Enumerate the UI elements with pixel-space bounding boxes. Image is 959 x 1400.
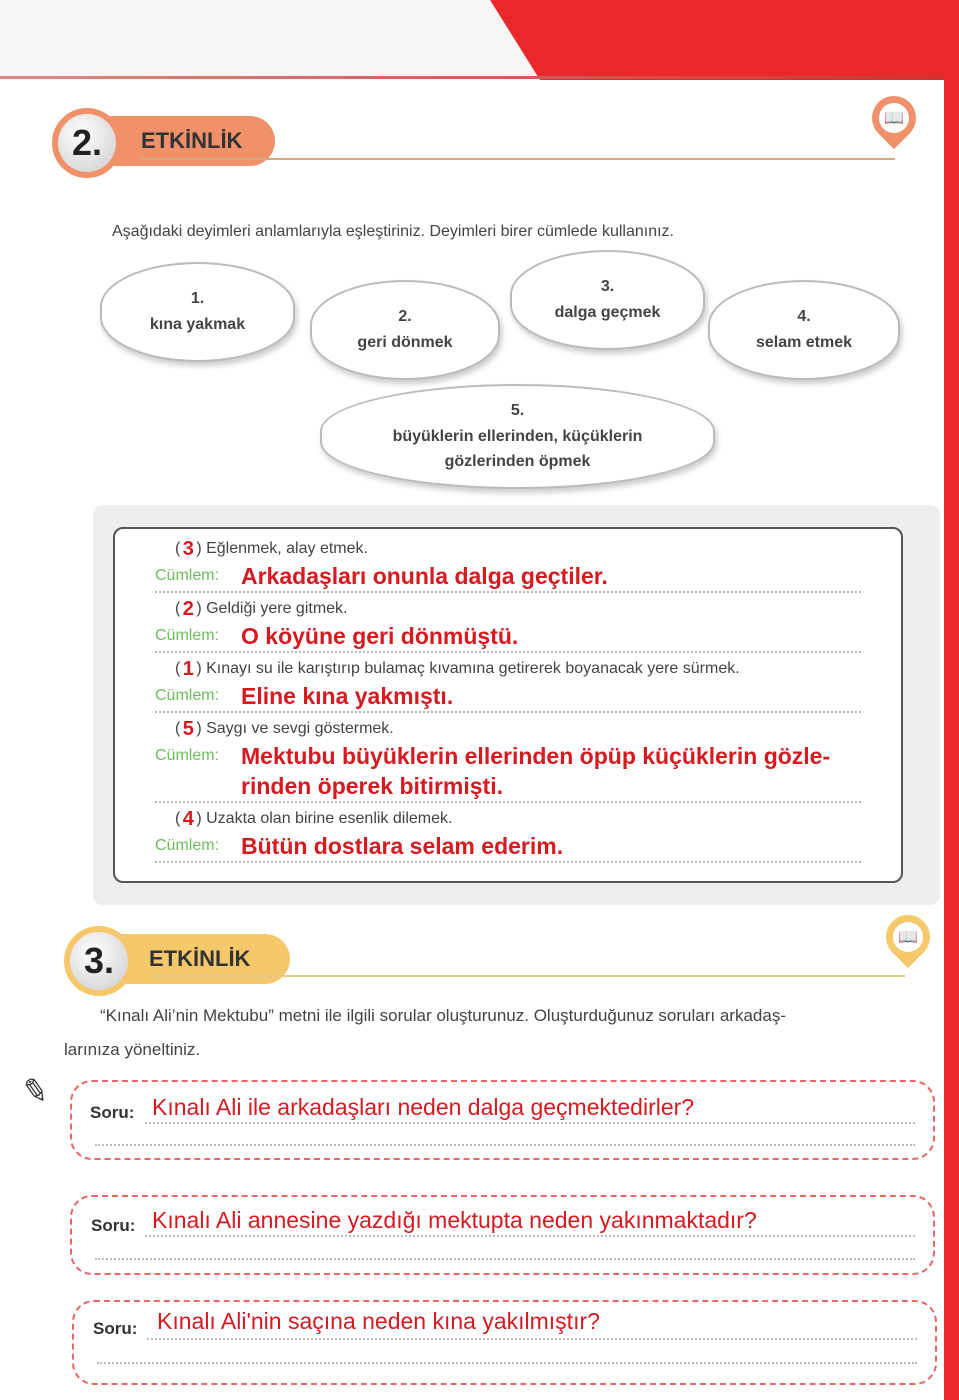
idiom-text: geri dönmek [357, 334, 453, 351]
red-corner-decoration [490, 0, 959, 80]
idiom-text: dalga geçmek [554, 304, 661, 321]
sentence-label-5: Cümlem: [155, 837, 220, 854]
idiom-cloud-4 [708, 280, 900, 380]
idiom-number: 5. [510, 402, 525, 420]
definition-5: Uzakta olan birine esenlik dilemek. [206, 810, 453, 827]
idiom-number: 2. [398, 308, 412, 326]
activity-3-rule [150, 975, 905, 977]
activity-2-rule [140, 158, 895, 160]
sentence-row-5 [155, 831, 861, 863]
activity-3-number: 3. [83, 940, 115, 981]
definition-1: Eğlenmek, alay etmek. [206, 540, 368, 557]
question-answer-3[interactable]: Kınalı Ali'nin saçına neden kına yakılmıştır? [157, 1308, 600, 1334]
question-line-1 [145, 1122, 915, 1124]
definition-row-1: ( 3 ) Eğlenmek, alay etmek. [175, 537, 368, 560]
definition-row-5: ( 4 ) Uzakta olan birine esenlik dilemek. [175, 807, 453, 830]
sentence-answer-1[interactable]: Arkadaşları onunla dalga geçtiler. [241, 563, 608, 589]
question-answer-2[interactable]: Kınalı Ali annesine yazdığı mektupta neden yakınmaktadır? [152, 1207, 757, 1233]
matching-box [113, 527, 903, 883]
sentence-row-3 [155, 681, 861, 713]
sentence-label-2: Cümlem: [155, 627, 220, 644]
definition-row-3: ( 1 ) Kınayı su ile karıştırıp bulamaç kıvamına getirerek boyanacak yere sürmek. [175, 657, 740, 680]
definition-3: Kınayı su ile karıştırıp bulamaç kıvamına getirerek boyanacak yere sürmek. [206, 660, 740, 677]
activity-2-number-badge [52, 108, 122, 178]
question-line-3 [147, 1338, 917, 1340]
activity-2-title: ETKİNLİK [141, 128, 243, 153]
answer-number-4[interactable]: 5 [182, 717, 194, 740]
activity-3-number-badge [64, 926, 134, 996]
idiom-text: selam etmek [755, 334, 853, 351]
answer-number-2[interactable]: 2 [182, 597, 194, 620]
red-border-strip [944, 60, 959, 1400]
idiom-cloud-2 [310, 280, 500, 380]
question-label-2: Soru: [91, 1216, 136, 1235]
idiom-number: 3. [600, 278, 615, 296]
sentence-label-4: Cümlem: [155, 747, 220, 764]
question-label-3: Soru: [93, 1319, 138, 1338]
answer-number-1[interactable]: 3 [182, 537, 194, 560]
sentence-answer-4-cont[interactable]: rinden öperek bitirmişti. [241, 773, 503, 799]
definition-row-2: ( 2 ) Geldiği yere gitmek. [175, 597, 348, 620]
sentence-answer-5[interactable]: Bütün dostlara selam ederim. [241, 833, 564, 859]
sentence-label-1: Cümlem: [155, 567, 220, 584]
book-icon: 📖 [877, 906, 939, 968]
question-line-1b [95, 1144, 915, 1146]
pencil-icon: ✎ [19, 1070, 52, 1112]
question-answer-1[interactable]: Kınalı Ali ile arkadaşları neden dalga geçmektedirler? [152, 1094, 695, 1120]
activity-3-instruction: “Kınalı Ali’nin Mektubu” metni ile ilgili sorular oluşturunuz. Oluşturduğunuz soruları arkadaş- [100, 1006, 786, 1025]
sentence-row-2 [155, 621, 861, 653]
activity-3-title: ETKİNLİK [149, 946, 251, 971]
top-divider [0, 76, 944, 79]
question-label-1: Soru: [90, 1103, 135, 1122]
idiom-cloud-1 [100, 262, 295, 362]
sentence-label-3: Cümlem: [155, 687, 220, 704]
question-line-3b [97, 1362, 917, 1364]
sentence-answer-3[interactable]: Eline kına yakmıştı. [241, 683, 454, 709]
idiom-cloud-3 [510, 250, 705, 350]
idiom-number: 4. [797, 308, 811, 326]
idiom-text: kına yakmak [149, 316, 246, 333]
activity-3-instruction-cont: larınıza yöneltiniz. [64, 1040, 201, 1059]
sentence-answer-2[interactable]: O köyüne geri dönmüştü. [241, 623, 519, 649]
answer-number-5[interactable]: 4 [182, 807, 194, 830]
definition-4: Saygı ve sevgi göstermek. [206, 720, 394, 737]
idiom-cloud-5 [320, 384, 715, 489]
question-line-2 [145, 1235, 915, 1237]
book-icon: 📖 [863, 87, 925, 149]
sentence-answer-4[interactable]: Mektubu büyüklerin ellerinden öpüp küçüklerin gözle- [241, 743, 831, 769]
idiom-text: büyüklerin ellerinden, küçüklerin gözlerinden öpmek [392, 427, 643, 471]
question-line-2b [95, 1258, 915, 1260]
idiom-number: 1. [190, 290, 205, 308]
definition-row-4: ( 5 ) Saygı ve sevgi göstermek. [175, 717, 394, 740]
sentence-row-4 [155, 741, 861, 803]
answer-number-3[interactable]: 1 [182, 657, 194, 680]
activity-2-instruction: Aşağıdaki deyimleri anlamlarıyla eşleştiriniz. Deyimleri birer cümlede kullanınız. [112, 223, 674, 240]
sentence-row-1 [155, 561, 861, 593]
activity-2-number: 2. [71, 122, 103, 163]
definition-2: Geldiği yere gitmek. [206, 600, 348, 617]
